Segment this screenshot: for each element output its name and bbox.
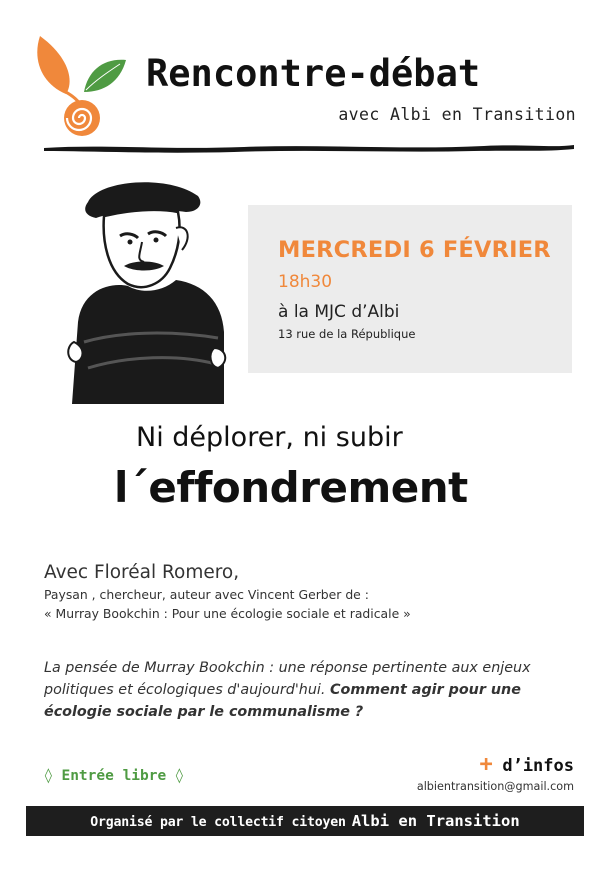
portrait-illustration <box>58 172 236 404</box>
organizer-subtitle: avec Albi en Transition <box>338 105 576 124</box>
speaker-name: Avec Floréal Romero, <box>44 562 240 583</box>
more-info <box>479 752 574 777</box>
event-date: MERCREDI 6 FÉVRIER <box>278 237 551 263</box>
event-venue: à la MJC d’Albi <box>278 302 400 322</box>
event-type-title: Rencontre-débat <box>146 52 481 95</box>
contact-email[interactable]: albientransition@gmail.com <box>416 780 574 793</box>
free-entry <box>44 768 184 784</box>
albi-transition-logo <box>34 32 134 140</box>
speaker-book-title: « Murray Bookchin : Pour une écologie sociale et radicale » <box>44 606 411 621</box>
event-description <box>44 657 584 723</box>
plus-icon: + <box>479 752 493 777</box>
lozenge-icon: ◊ <box>174 768 184 784</box>
description-intro: La pensée de Murray Bookchin : une réponse pertinente aux enjeux politiques et écologiques d'aujourd'hui. <box>44 660 531 698</box>
lozenge-icon: ◊ <box>44 768 53 784</box>
footer-text: Organisé par le collectif citoyen <box>90 815 346 830</box>
description-question: Comment agir pour une écologie sociale par le communalisme ? <box>44 682 521 720</box>
footer-organization: Albi en Transition <box>351 812 520 830</box>
speaker-description: Paysan , chercheur, auteur avec Vincent Gerber de : <box>44 587 369 602</box>
free-entry-label: Entrée libre <box>61 768 167 784</box>
headline-line-2: l´effondrement <box>114 463 468 512</box>
event-info-box <box>248 205 572 373</box>
headline-line-1: Ni déplorer, ni subir <box>136 422 403 453</box>
more-info-label: d’infos <box>502 756 574 776</box>
event-time: 18h30 <box>278 272 333 292</box>
brush-divider <box>44 140 574 154</box>
event-address: 13 rue de la République <box>278 327 416 341</box>
footer-banner <box>26 806 584 836</box>
